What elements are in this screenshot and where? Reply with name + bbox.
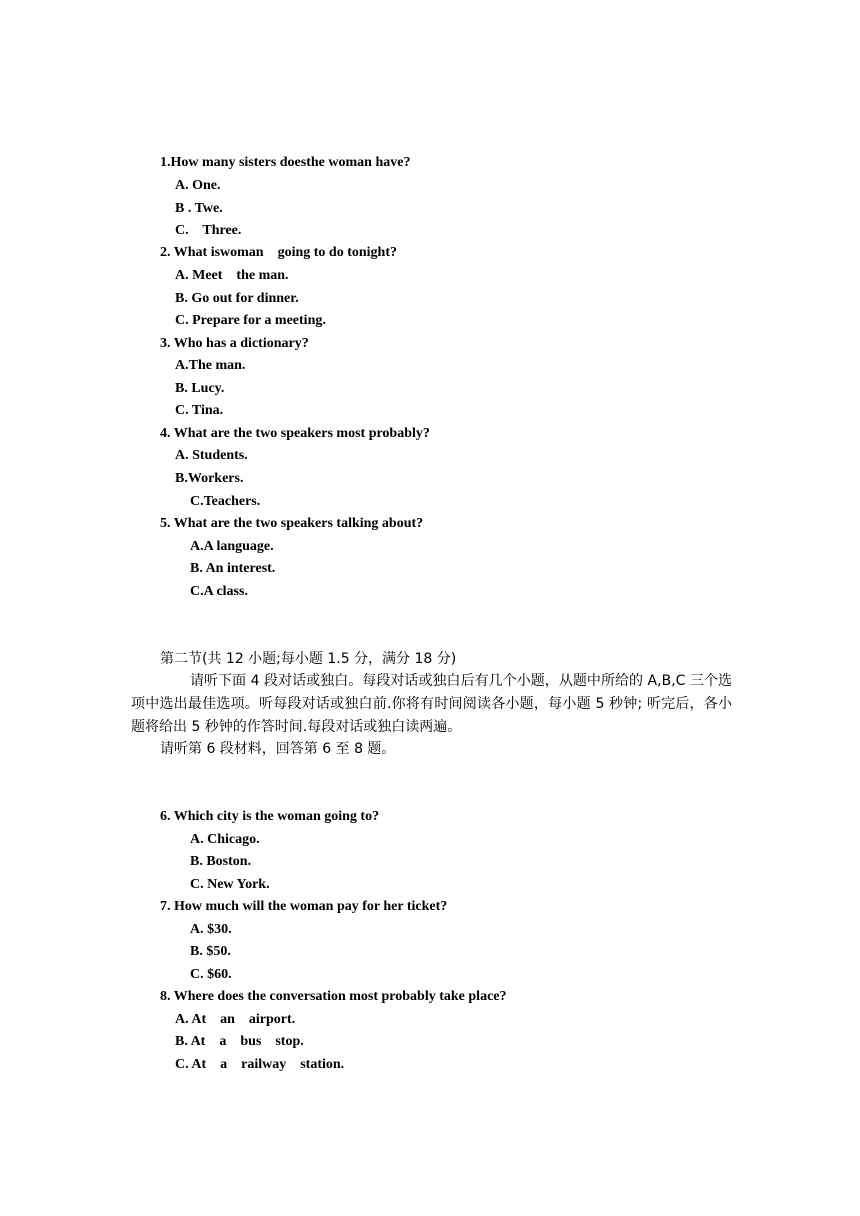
question-8: 8. Where does the conversation most probably take place? <box>160 989 507 1004</box>
question-6: 6. Which city is the woman going to? <box>160 809 380 824</box>
question-5: 5. What are the two speakers talking about? <box>160 516 424 531</box>
section2-heading: 第二节(共 12 小题;每小题 1.5 分，满分 18 分) <box>160 651 457 667</box>
question-1: 1.How many sisters doesthe woman have? <box>160 155 411 170</box>
option-3c: C. Tina. <box>175 403 224 418</box>
option-1b: B . Twe. <box>175 201 223 216</box>
option-2c: C. Prepare for a meeting. <box>175 313 326 328</box>
option-1c: C. Three. <box>175 223 242 238</box>
option-8a: A. At an airport. <box>175 1012 296 1027</box>
option-2b: B. Go out for dinner. <box>175 291 299 306</box>
option-6a: A. Chicago. <box>190 832 260 847</box>
option-7a: A. $30. <box>190 922 232 937</box>
option-5c: C.A class. <box>190 584 248 599</box>
question-7: 7. How much will the woman pay for her ticket? <box>160 899 448 914</box>
option-3a: A.The man. <box>175 358 246 373</box>
material-note: 请听第 6 段材料，回答第 6 至 8 题。 <box>160 741 396 757</box>
option-3b: B. Lucy. <box>175 381 225 396</box>
question-3: 3. Who has a dictionary? <box>160 336 309 351</box>
question-2: 2. What iswoman going to do tonight? <box>160 245 398 260</box>
option-2a: A. Meet the man. <box>175 268 289 283</box>
question-4: 4. What are the two speakers most probably? <box>160 426 430 441</box>
option-7b: B. $50. <box>190 944 231 959</box>
option-4b: B.Workers. <box>175 471 244 486</box>
option-4a: A. Students. <box>175 448 248 463</box>
option-6c: C. New York. <box>190 877 270 892</box>
section2-instructions: 请听下面 4 段对话或独白。每段对话或独白后有几个小题，从题中所给的 A,B,C 三个选项中选出最佳选项。听每段对话或独白前.你将有时间阅读各小题，每小题 5 秒钟; 听完后，各小题将给出 5 秒钟的作答时间.每段对话或独白读两遍。 <box>131 673 732 735</box>
option-8b: B. At a bus stop. <box>175 1034 304 1049</box>
option-8c: C. At a railway station. <box>175 1057 345 1072</box>
option-7c: C. $60. <box>190 967 232 982</box>
option-4c: C.Teachers. <box>190 494 261 509</box>
option-6b: B. Boston. <box>190 854 252 869</box>
option-1a: A. One. <box>175 178 221 193</box>
option-5a: A.A language. <box>190 539 274 554</box>
option-5b: B. An interest. <box>190 561 276 576</box>
